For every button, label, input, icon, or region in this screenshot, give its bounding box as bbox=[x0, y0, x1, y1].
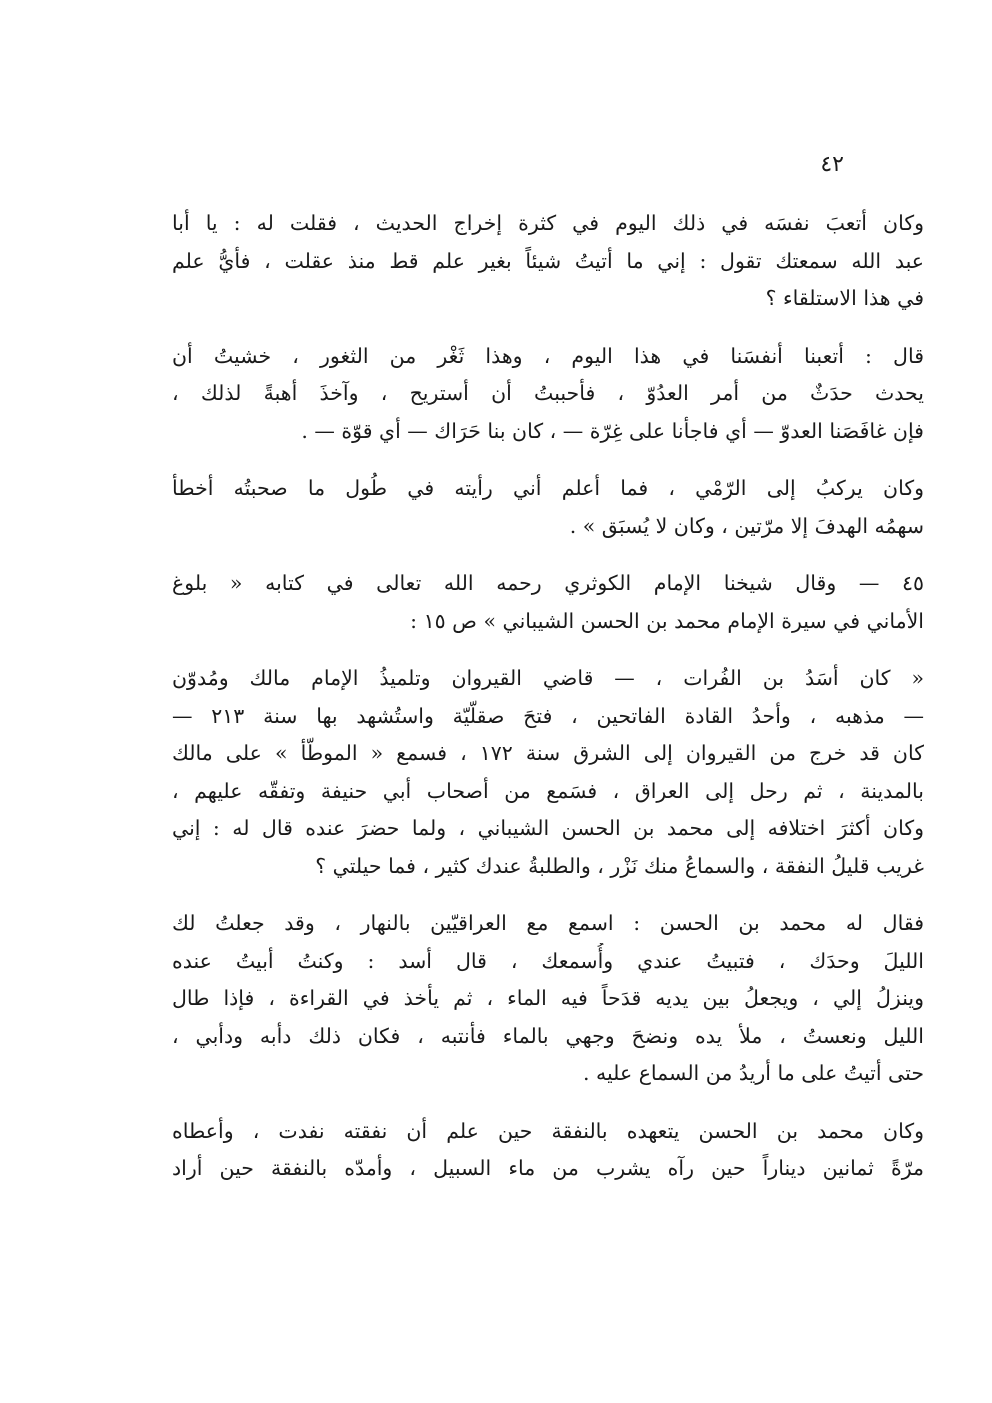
text-line: في هذا الاستلقاء ؟ bbox=[765, 286, 924, 310]
text-line: فإن غافَصَنا العدوّ — أي فاجأنا على غِرّة — ، كان بنا حَرَاك — أي قوّة — . bbox=[301, 418, 924, 443]
text-line: مرّةً ثمانين ديناراً حين رآه يشرب من ماء السبيل ، وأمدّه بالنفقة حين أراد bbox=[172, 1156, 924, 1180]
text-line: وينزلُ إلي ، ويجعلُ بين يديه قدَحاً فيه الماء ، ثم يأخذ في القراءة ، فإذا طال bbox=[172, 986, 924, 1010]
text-line: وكان أتعبَ نفسَه في ذلك اليوم في كثرة إخراج الحديث ، فقلت له : يا أبا bbox=[172, 211, 924, 235]
text-line: كان قد خرج من القيروان إلى الشرق سنة ١٧٢ ، فسمع « الموطّأ » على مالك bbox=[172, 741, 924, 765]
text-line: حتى أتيتُ على ما أريدُ من السماع عليه . bbox=[582, 1061, 924, 1085]
paragraph bbox=[172, 905, 924, 1093]
text-line: فقال له محمد بن الحسن : اسمع مع العراقيّين بالنهار ، وقد جعلتُ لك bbox=[172, 911, 924, 935]
page-number: ٤٢ bbox=[820, 152, 844, 177]
text-line: ٤٥ — وقال شيخنا الإمام الكوثري رحمه الله تعالى في كتابه « بلوغ bbox=[172, 571, 924, 595]
text-line: — مذهبه ، وأحدُ القادة الفاتحين ، فتحَ صقلّيّة واستُشهد بها سنة ٢١٣ — bbox=[172, 703, 924, 728]
text-line: عبد الله سمعتك تقول : إني ما أتيتُ شيئاً بغير علم قط منذ عقلت ، فأيُّ علم bbox=[172, 248, 924, 273]
text-line: بالمدينة ، ثم رحل إلى العراق ، فسَمع من أصحاب أبي حنيفة وتفقّه عليهم ، bbox=[172, 778, 924, 803]
paragraph bbox=[172, 205, 924, 318]
text-line: وكان أكثرَ اختلافه إلى محمد بن الحسن الشيباني ، ولما حضرَ عنده قال له : إني bbox=[172, 816, 924, 840]
text-line: وكان يركبُ إلى الرّمْي ، فما أعلم أني رأيته في طُول ما صحبتُه أخطأ bbox=[172, 476, 924, 500]
paragraph bbox=[172, 338, 924, 451]
text-line: « كان أسَدُ بن الفُرات ، — قاضي القيروان وتلميذُ الإمام مالك ومُدوّن bbox=[172, 666, 924, 690]
text-line: الليلَ وحدَك ، فتبيتُ عندي وأُسمعك ، قال أسد : وكنتُ أبيتُ عنده bbox=[172, 948, 924, 973]
text-line: الأماني في سيرة الإمام محمد بن الحسن الشيباني » ص ١٥ : bbox=[410, 608, 924, 633]
paragraph bbox=[172, 1113, 924, 1188]
text-line: غريب قليلُ النفقة ، والسماعُ منك نَزْر ، والطلبةُ عندك كثير ، فما حيلتي ؟ bbox=[315, 853, 924, 878]
text-line: وكان محمد بن الحسن يتعهده بالنفقة حين علم أن نفقته نفدت ، وأعطاه bbox=[172, 1118, 924, 1143]
paragraph bbox=[172, 565, 924, 640]
text-line: سهمُه الهدفَ إلا مرّتين ، وكان لا يُسبَق » . bbox=[569, 513, 924, 538]
paragraph bbox=[172, 470, 924, 545]
page-body bbox=[172, 205, 924, 1208]
paragraph bbox=[172, 660, 924, 885]
text-line: يحدث حدَثٌ من أمر العدُوّ ، فأحببتُ أن أستريح ، وآخذَ أهبةً لذلك ، bbox=[172, 381, 924, 405]
text-line: قال : أتعبنا أنفسَنا في هذا اليوم ، وهذا ثَغْر من الثغور ، خشيتُ أن bbox=[172, 343, 924, 368]
text-line: الليل ونعستُ ، ملأ يده ونضحَ وجهي بالماء فأنتبه ، فكان ذلك دأبه ودأبي ، bbox=[172, 1023, 924, 1048]
